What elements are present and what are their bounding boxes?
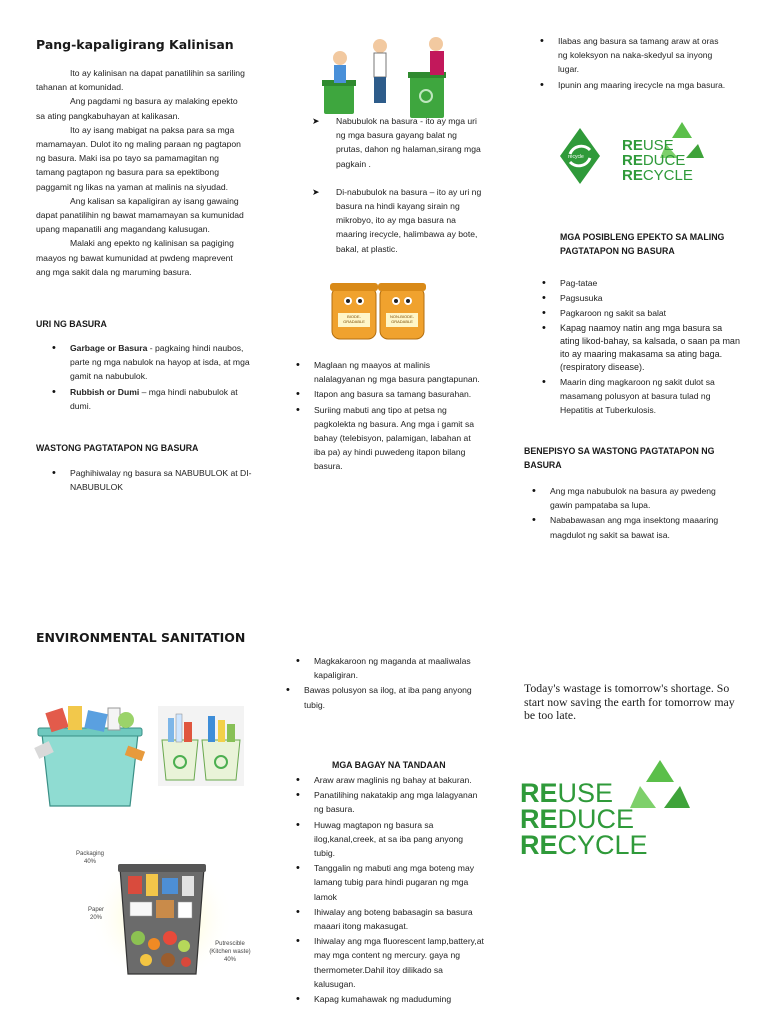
list-item: ➤ Nabubulok na basura - ito ay mga uri ng mga basura gayang balat ng prutas, dahon ng halaman,sirang mga pagkain . xyxy=(312,114,484,171)
list-item: • Bawas polusyon sa ilog, at iba pang anyong tubig. xyxy=(286,683,472,711)
benepisyo-heading: BENEPISYO SA WASTONG PAGTATAPON NG BASURA xyxy=(524,446,715,470)
intro-paragraph: Ito ay kalinisan na dapat panatilihin sa sariling tahanan at komunidad. xyxy=(36,68,245,93)
benepisyo-list xyxy=(532,484,732,543)
list-item: • Pagkaroon ng sakit sa balat xyxy=(542,306,740,320)
list-item: • Paghihiwalay ng basura sa NABUBULOK at DI-NABUBULOK xyxy=(52,466,252,494)
list-item xyxy=(52,385,252,413)
list-item: • Ihiwalay ang mga fluorescent lamp,battery,at may mga content ng mercury. gaya ng thermometer.Dahil itoy dilikado sa kalusugan. xyxy=(296,934,486,991)
list-item: • Magkakaroon ng maganda at maaliwalas kapaligiran. xyxy=(296,654,482,682)
recycle-badge-text: recycle xyxy=(568,154,584,160)
wastong-list xyxy=(52,466,252,495)
koleksyon-list xyxy=(540,34,730,93)
page-title: Pang-kapaligirang Kalinisan xyxy=(36,37,234,52)
recycle-bins-icon xyxy=(158,706,244,786)
logo-re: RE xyxy=(622,167,643,184)
logo-use: USE xyxy=(642,137,674,154)
uri-desc: - pagkaing hindi naubos, parte ng mga nabulok na hayop at isda, at mga gamit na nabubulok. xyxy=(70,343,250,382)
intro-paragraph: Ang kalisan sa kapaligiran ay isang gawaing dapat panatilihin ng bawat mamamayan sa kumunidad upang mapanatili ang magandang kalusugan. xyxy=(36,195,244,235)
epekto-heading: MGA POSIBLENG EPEKTO SA MALING PAGTATAPON NG BASURA xyxy=(560,232,725,256)
recycle-logo-large xyxy=(520,756,690,866)
waste-composition-figure xyxy=(70,846,270,986)
logo-large-words xyxy=(520,780,648,858)
list-item: • Ang mga nabubulok na basura ay pwedeng gawin pampataba sa lupa. xyxy=(532,484,732,512)
uri-desc: – mga hindi nabubulok at dumi. xyxy=(70,386,238,411)
list-item: • Pag-tatae xyxy=(542,276,740,290)
env-sanitation-title: ENVIRONMENTAL SANITATION xyxy=(36,630,246,645)
logo-re: RE xyxy=(520,804,558,834)
wastong-heading: WASTONG PAGTATAPON NG BASURA xyxy=(36,443,199,453)
bin-label-bio: BIODE-GRADABLE xyxy=(343,314,365,324)
list-item: • Maglaan ng maayos at malinis nalalagyanan ng mga basura pangtapunan. xyxy=(296,358,482,386)
list-item: • Tanggalin ng mabuti ang mga boteng may lamang tubig para hindi pugaran ng mga lamok xyxy=(296,861,486,904)
intro-paragraph: Ang pagdami ng basura ay malaking epekto sa ating pangkabuhayan at kalikasan. xyxy=(36,96,238,121)
epekto-list xyxy=(542,276,740,418)
uri-heading: URI NG BASURA xyxy=(36,319,107,329)
label-paper: Paper 20% xyxy=(87,907,104,921)
list-item: • Suriing mabuti ang tipo at petsa ng pagkolekta ng basura. Ang mga i gamit sa bahay (telebisyon, palamigan, labahan at iba pa) ay hindi puwedeng itapon bilang basura. xyxy=(296,403,482,474)
logo-re: RE xyxy=(520,778,558,808)
intro-text xyxy=(36,66,246,279)
tamang-pagtapon-list xyxy=(296,358,482,475)
list-item: • Maarin ding magkaroon ng sakit dulot sa masamang polusyon at basura tulad ng Hepatitis at Tuberkulosis. xyxy=(542,375,740,418)
family-recycling-icon xyxy=(318,36,460,120)
list-item: • Pagsusuka xyxy=(542,291,740,305)
list-item xyxy=(52,341,252,384)
list-item: • Kapag kumahawak ng maduduming xyxy=(296,992,486,1006)
biodegradable-bins-icon xyxy=(330,279,426,341)
logo-re: RE xyxy=(622,137,643,154)
uri-list xyxy=(52,341,252,414)
logo-duce: DUCE xyxy=(642,152,686,169)
bin-label-nonbio: NON-BIODE-GRADABLE xyxy=(390,314,414,324)
list-item: ➤ Di-nabubulok na basura – ito ay uri ng basura na hindi kayang sirain ng mikrobyo, ito ay mga basura na maaring irecycle, halimbawa ay bote, bakal, at plastic. xyxy=(312,185,484,256)
tandaan-list xyxy=(296,773,486,1007)
list-item: • Ihiwalay ang boteng babasagin sa basura maaari itong makasugat. xyxy=(296,905,486,933)
list-item: • Kapag naamoy natin ang mga basura sa ating likod-bahay, sa kalsada, o saan pa man ito ay maaring makasama sa ating baga. (respiratory disease). xyxy=(542,322,740,374)
recycle-logo-small xyxy=(556,118,706,202)
list-item: • Ilabas ang basura sa tamang araw at oras ng koleksyon na naka-skedyul sa inyong lugar. xyxy=(540,34,730,77)
logo-re: RE xyxy=(622,152,643,169)
logo-re: RE xyxy=(520,830,558,860)
logo-cycle: CYCLE xyxy=(642,167,693,184)
logo-use: USE xyxy=(557,778,614,808)
list-item: • Itapon ang basura sa tamang basurahan. xyxy=(296,387,482,401)
logo-cycle: CYCLE xyxy=(557,830,648,860)
tandaan-heading: MGA BAGAY NA TANDAAN xyxy=(332,760,446,770)
list-item: • Araw araw maglinis ng bahay at bakuran. xyxy=(296,773,486,787)
logo-words xyxy=(622,138,693,183)
logo-duce: DUCE xyxy=(557,804,635,834)
uri-term: Garbage or Basura xyxy=(70,343,148,353)
benefits-continued-list xyxy=(296,654,482,713)
overflowing-bin-icon xyxy=(34,704,146,810)
label-packaging: Packaging 40% xyxy=(75,851,105,865)
intro-paragraph: Ito ay isang mabigat na paksa para sa mga mamamayan. Dulot ito ng maling paraan ng pagtapon ng basura. Maki isa po tayo sa pamamagitan ng tamang pagtapon ng basura para sa epektibong paggamit ng likas na yaman at malinis na siyudad. xyxy=(36,124,241,192)
list-item: • Panatilihing nakatakip ang mga lalagyanan ng basura. xyxy=(296,788,486,816)
list-item: • Huwag magtapon ng basura sa ilog,kanal,creek, at sa iba pang anyong tubig. xyxy=(296,818,486,861)
list-item: • Nababawasan ang mga insektong maaaring magdulot ng sakit sa bawat isa. xyxy=(532,513,732,541)
label-putrescible: Putrescible (Kitchen waste) 40% xyxy=(209,941,251,963)
list-item: • Ipunin ang maaring irecycle na mga basura. xyxy=(540,78,730,92)
basura-types-list xyxy=(312,114,484,270)
uri-term: Rubbish or Dumi xyxy=(70,386,140,397)
quote: Today's wastage is tomorrow's shortage. So start now saving the earth for tomorrow may be too late. xyxy=(524,681,735,722)
intro-paragraph: Malaki ang epekto ng kalinisan sa pagiging maayos ng bawat kumunidad at pwdeng maprevent ang mga sakit dala ng maruming basura. xyxy=(36,238,234,277)
